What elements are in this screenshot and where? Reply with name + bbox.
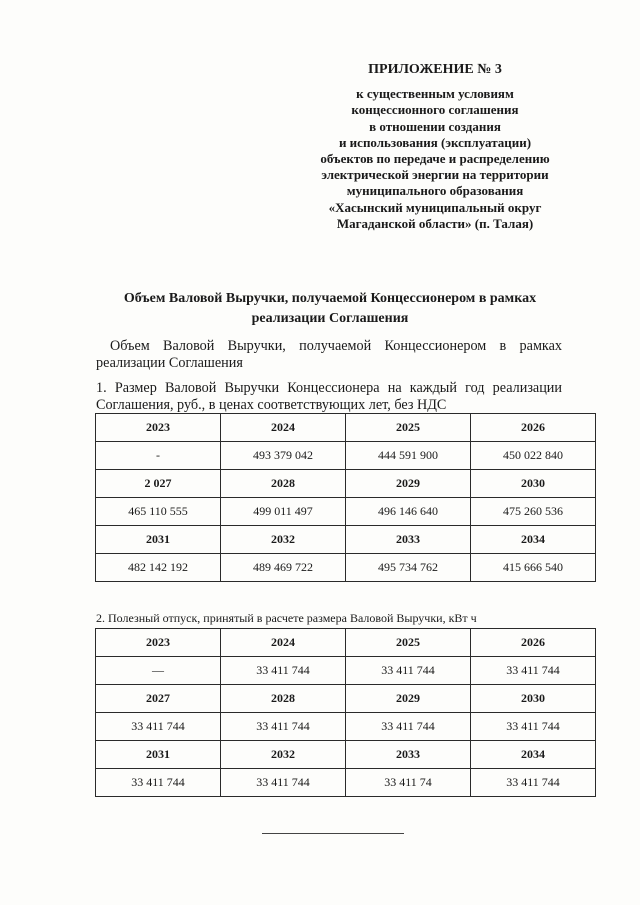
- year-cell: 2032: [221, 741, 346, 769]
- document-title: Объем Валовой Выручки, получаемой Концессионером в рамках реализации Соглашения: [123, 291, 537, 326]
- value-cell: 493 379 042: [221, 442, 346, 470]
- appendix-line: к существенным условиям: [356, 86, 514, 102]
- table-row: [96, 685, 596, 713]
- value-cell: 33 411 744: [221, 657, 346, 685]
- year-cell: 2029: [346, 685, 471, 713]
- appendix-header: [290, 62, 580, 232]
- value-cell: 33 411 744: [346, 657, 471, 685]
- table-row: [96, 414, 596, 442]
- year-cell: 2024: [221, 414, 346, 442]
- table-row: [96, 526, 596, 554]
- year-cell: 2024: [221, 629, 346, 657]
- year-cell: 2031: [96, 526, 221, 554]
- value-cell: 482 142 192: [96, 554, 221, 582]
- year-cell: 2033: [346, 526, 471, 554]
- value-cell: 33 411 74: [346, 769, 471, 797]
- value-cell: 33 411 744: [346, 713, 471, 741]
- value-cell: 489 469 722: [221, 554, 346, 582]
- value-cell: 496 146 640: [346, 498, 471, 526]
- value-cell: 33 411 744: [471, 713, 596, 741]
- value-cell: 499 011 497: [221, 498, 346, 526]
- table-row: [96, 498, 596, 526]
- value-cell: -: [96, 442, 221, 470]
- appendix-number: ПРИЛОЖЕНИЕ № 3: [368, 62, 502, 77]
- year-cell: 2027: [96, 685, 221, 713]
- year-cell: 2 027: [96, 470, 221, 498]
- year-cell: 2026: [471, 629, 596, 657]
- intro-paragraph: Объем Валовой Выручки, получаемой Концессионером в рамках реализации Соглашения: [96, 338, 562, 371]
- appendix-line: в отношении создания: [369, 118, 501, 134]
- footer-divider: [262, 833, 404, 834]
- table-row: [96, 442, 596, 470]
- year-cell: 2033: [346, 741, 471, 769]
- year-cell: 2034: [471, 526, 596, 554]
- table-row: [96, 554, 596, 582]
- table-row: [96, 657, 596, 685]
- table-row: [96, 470, 596, 498]
- year-cell: 2029: [346, 470, 471, 498]
- year-cell: 2025: [346, 414, 471, 442]
- supply-table: [95, 628, 596, 797]
- value-cell: 33 411 744: [471, 769, 596, 797]
- table-row: [96, 713, 596, 741]
- value-cell: —: [96, 657, 221, 685]
- table-row: [96, 741, 596, 769]
- value-cell: 465 110 555: [96, 498, 221, 526]
- value-cell: 33 411 744: [221, 769, 346, 797]
- section1-caption: 1. Размер Валовой Выручки Концессионера на каждый год реализации Соглашения, руб., в ценах соответствующих лет, без НДС: [96, 380, 562, 413]
- year-cell: 2028: [221, 470, 346, 498]
- revenue-table: [95, 413, 596, 582]
- appendix-line: муниципального образования: [346, 183, 524, 199]
- value-cell: 444 591 900: [346, 442, 471, 470]
- value-cell: 475 260 536: [471, 498, 596, 526]
- value-cell: 33 411 744: [96, 769, 221, 797]
- year-cell: 2023: [96, 414, 221, 442]
- value-cell: 415 666 540: [471, 554, 596, 582]
- year-cell: 2030: [471, 470, 596, 498]
- section2-caption: 2. Полезный отпуск, принятый в расчете размера Валовой Выручки, кВт ч: [96, 611, 477, 625]
- year-cell: 2031: [96, 741, 221, 769]
- value-cell: 33 411 744: [221, 713, 346, 741]
- year-cell: 2025: [346, 629, 471, 657]
- year-cell: 2030: [471, 685, 596, 713]
- appendix-line: Магаданской области» (п. Талая): [336, 215, 534, 231]
- value-cell: 495 734 762: [346, 554, 471, 582]
- year-cell: 2026: [471, 414, 596, 442]
- year-cell: 2023: [96, 629, 221, 657]
- appendix-line: объектов по передаче и распределению: [320, 151, 550, 167]
- year-cell: 2032: [221, 526, 346, 554]
- value-cell: 33 411 744: [96, 713, 221, 741]
- appendix-line: «Хасынский муниципальный округ: [328, 199, 542, 215]
- year-cell: 2034: [471, 741, 596, 769]
- table-row: [96, 769, 596, 797]
- value-cell: 33 411 744: [471, 657, 596, 685]
- table-row: [96, 629, 596, 657]
- year-cell: 2028: [221, 685, 346, 713]
- appendix-line: электрической энергии на территории: [321, 167, 549, 183]
- value-cell: 450 022 840: [471, 442, 596, 470]
- appendix-line: концессионного соглашения: [351, 102, 519, 118]
- appendix-line: и использования (эксплуатации): [338, 134, 532, 150]
